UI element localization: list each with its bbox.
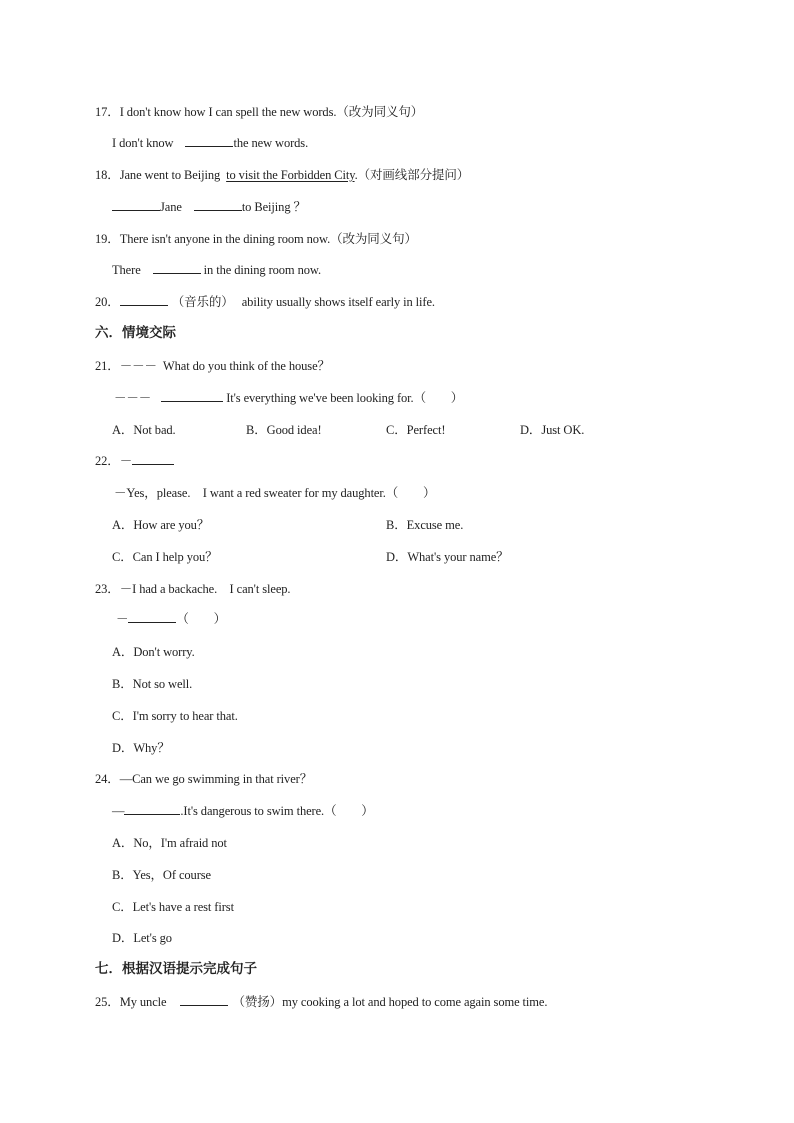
- question-text: There isn't anyone in the dining room now.: [119, 232, 331, 246]
- answer-blank[interactable]: [180, 993, 228, 1006]
- option-22-c[interactable]: C．Can I help you？: [112, 550, 218, 564]
- answer-blank[interactable]: [153, 261, 201, 274]
- question-number: 25．: [95, 995, 120, 1009]
- answer-paren[interactable]: （ ）: [324, 804, 374, 818]
- answer-blank[interactable]: [112, 198, 160, 211]
- underlined-phrase: to visit the Forbidden City: [226, 168, 355, 182]
- instruction: （改为同义句）: [336, 105, 424, 119]
- question-text: —Can we go swimming in that river？: [119, 772, 313, 786]
- question-17: [95, 103, 423, 121]
- option-22-b[interactable]: B．Excuse me.: [386, 518, 464, 532]
- question-number: 20．: [95, 295, 120, 309]
- answer-line-18: [112, 198, 306, 216]
- reply-line-23: [116, 610, 226, 628]
- reply-line-24: [112, 802, 374, 820]
- question-18: [95, 166, 469, 184]
- question-22: [95, 452, 174, 470]
- option-24-d[interactable]: D．Let's go: [112, 931, 172, 945]
- section-title-7: 七．根据汉语提示完成句子: [95, 961, 257, 977]
- question-number: 22．: [95, 454, 120, 468]
- option-22-d[interactable]: D．What's your name？: [386, 550, 509, 564]
- question-number: 17．: [95, 105, 120, 119]
- reply-text: .It's dangerous to swim there.: [180, 804, 325, 818]
- answer-mid: Jane: [160, 200, 182, 214]
- reply-line-22: [114, 484, 435, 502]
- question-23: [95, 580, 290, 598]
- instruction: （改为同义句）: [330, 232, 417, 246]
- option-23-c[interactable]: C．I'm sorry to hear that.: [112, 709, 238, 723]
- dialogue-dash: －－－: [114, 391, 152, 405]
- answer-blank[interactable]: [120, 293, 168, 306]
- answer-line-19: [112, 261, 321, 279]
- question-number: 21．: [95, 359, 120, 373]
- dialogue-dash: －－－: [119, 359, 157, 373]
- hint: （赞扬）: [232, 995, 283, 1009]
- reply-line-21: [114, 389, 463, 407]
- question-20: [95, 293, 435, 311]
- question-text: I don't know how I can spell the new words.: [119, 105, 337, 119]
- answer-suffix: the new words.: [233, 136, 309, 150]
- question-number: 23．: [95, 582, 120, 596]
- answer-blank[interactable]: [194, 198, 242, 211]
- answer-blank[interactable]: [185, 134, 233, 147]
- option-24-b[interactable]: B．Yes，Of course: [112, 868, 211, 882]
- option-23-a[interactable]: A．Don't worry.: [112, 645, 195, 659]
- option-21-a[interactable]: A．Not bad.: [112, 423, 176, 437]
- option-24-a[interactable]: A．No，I'm afraid not: [112, 836, 227, 850]
- reply-text: Yes，please. I want a red sweater for my daughter.: [126, 486, 386, 500]
- question-number: 18．: [95, 168, 120, 182]
- question-text: Jane went to Beijing: [119, 168, 221, 182]
- answer-paren[interactable]: （ ）: [176, 612, 227, 626]
- instruction: （对画线部分提问）: [357, 168, 470, 182]
- option-23-b[interactable]: B．Not so well.: [112, 677, 193, 691]
- question-text: My uncle: [119, 995, 167, 1009]
- answer-prefix: There: [112, 263, 141, 277]
- answer-line-17: [112, 134, 308, 152]
- question-21: [95, 357, 330, 375]
- answer-suffix: to Beijing ？: [241, 200, 306, 214]
- answer-blank[interactable]: [132, 452, 174, 465]
- question-24: [95, 770, 312, 788]
- answer-prefix: I don't know: [112, 136, 174, 150]
- answer-paren[interactable]: （ ）: [413, 391, 464, 405]
- dialogue-dash: —: [112, 804, 125, 818]
- option-23-d[interactable]: D．Why？: [112, 741, 170, 755]
- dialogue-dash: －: [114, 486, 127, 500]
- option-21-c[interactable]: C．Perfect!: [386, 423, 446, 437]
- answer-blank[interactable]: [124, 802, 180, 815]
- question-text: －I had a backache. I can't sleep.: [119, 582, 291, 596]
- option-21-d[interactable]: D．Just OK.: [520, 423, 585, 437]
- answer-suffix: in the dining room now.: [203, 263, 322, 277]
- question-19: [95, 230, 417, 248]
- period: .: [354, 168, 358, 182]
- question-number: 24．: [95, 772, 120, 786]
- section-title-6: 六．情境交际: [95, 325, 176, 341]
- question-text: ability usually shows itself early in life.: [241, 295, 435, 309]
- answer-paren[interactable]: （ ）: [385, 486, 436, 500]
- question-number: 19．: [95, 232, 120, 246]
- option-24-c[interactable]: C．Let's have a rest first: [112, 900, 234, 914]
- option-21-b[interactable]: B．Good idea!: [246, 423, 322, 437]
- hint: （音乐的）: [171, 295, 234, 309]
- answer-blank[interactable]: [161, 389, 223, 402]
- answer-blank[interactable]: [128, 610, 176, 623]
- question-text: What do you think of the house？: [162, 359, 330, 373]
- option-22-a[interactable]: A．How are you？: [112, 518, 210, 532]
- reply-text: It's everything we've been looking for.: [226, 391, 414, 405]
- question-text-rest: my cooking a lot and hoped to come again some time.: [282, 995, 548, 1009]
- question-25: [95, 993, 547, 1011]
- dialogue-dash: －: [119, 454, 133, 468]
- dialogue-dash: －: [116, 612, 129, 626]
